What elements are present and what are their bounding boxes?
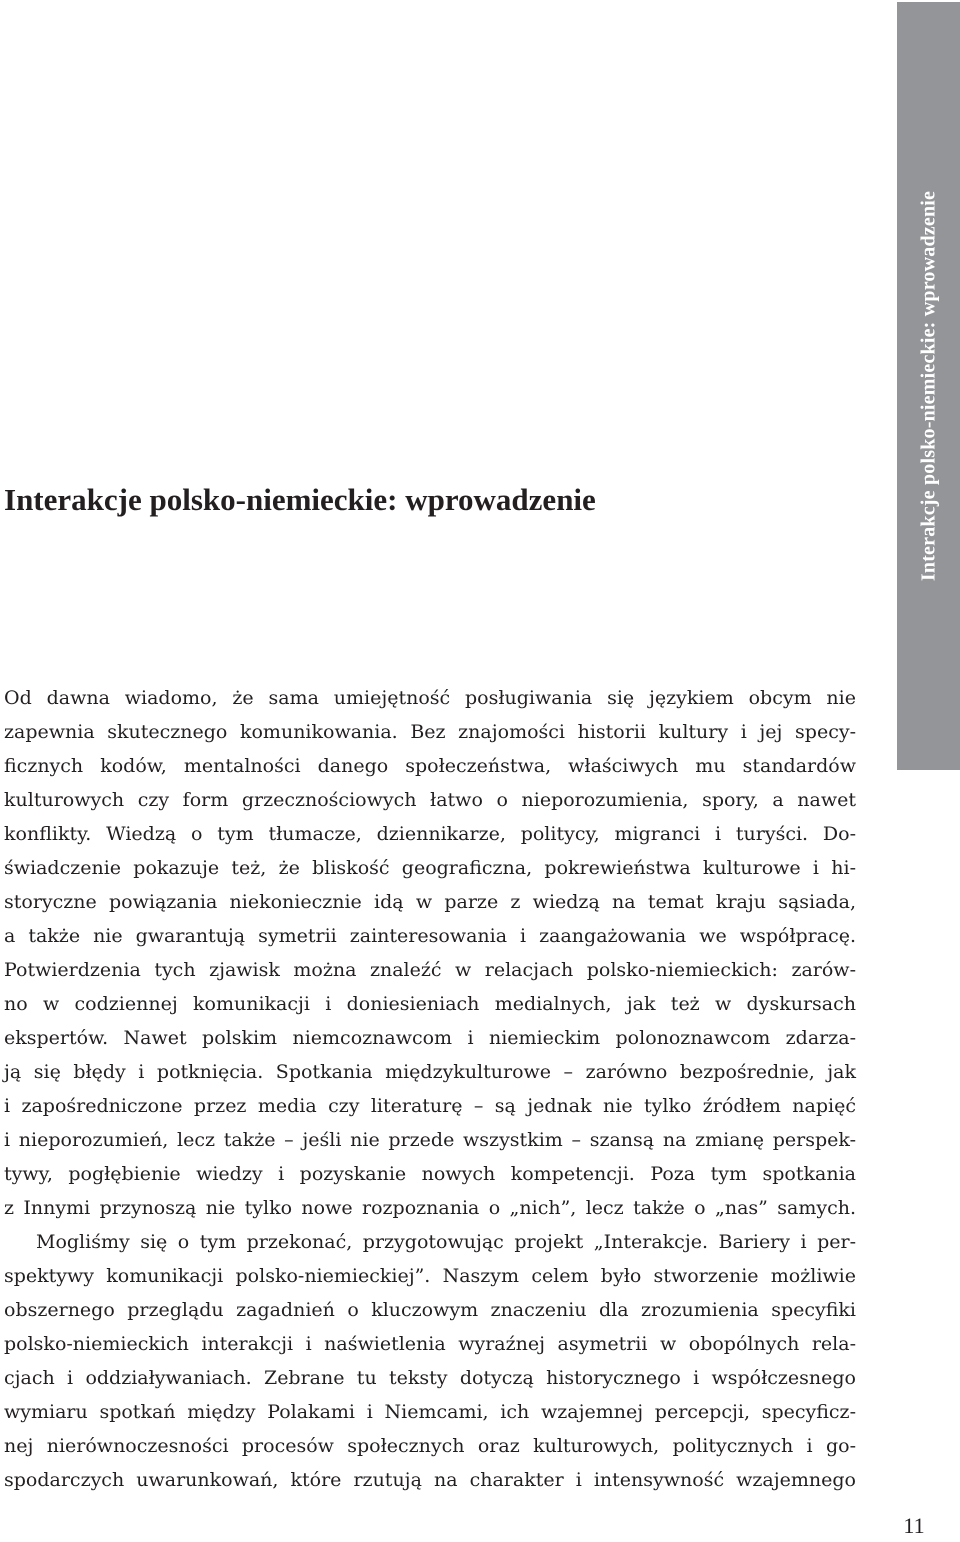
text-line: Od dawna wiadomo, że sama umiejętność posługiwania się językiem obcym nie [4,687,856,709]
text-line: i nieporozumień, lecz także – jeśli nie przede wszystkim – szansą na zmianę perspek- [4,1129,856,1151]
paragraph-1 [4,681,856,1225]
chapter-title: Interakcje polsko-niemieckie: wprowadzenie [4,482,596,517]
text-line: ficznych kodów, mentalności danego społeczeństwa, właściwych mu standardów [4,755,856,777]
text-line: zapewnia skutecznego komunikowania. Bez znajomości historii kultury i jej specy- [4,721,856,743]
text-line: ją się błędy i potknięcia. Spotkania międzykulturowe – zarówno bezpośrednie, jak [4,1061,856,1083]
side-chapter-tab [897,2,960,770]
text-line: i zapośredniczone przez media czy literaturę – są jednak nie tylko źródłem napięć [4,1095,856,1117]
text-line: spodarczych uwarunkowań, które rzutują na charakter i intensywność wzajemnego [4,1469,856,1491]
text-line: no w codziennej komunikacji i doniesieniach medialnych, jak też w dyskursach [4,993,856,1015]
text-line: obszernego przeglądu zagadnień o kluczowym znaczeniu dla zrozumienia specyfiki [4,1299,856,1321]
page-number: 11 [903,1513,925,1538]
text-line: polsko-niemieckich interakcji i naświetlenia wyraźnej asymetrii w obopólnych rela- [4,1333,856,1355]
text-line: wymiaru spotkań między Polakami i Niemcami, ich wzajemnej percepcji, specyficz- [4,1401,856,1423]
text-line: a także nie gwarantują symetrii zainteresowania i zaangażowania we współpracę. [4,925,856,947]
text-line: Potwierdzenia tych zjawisk można znaleźć w relacjach polsko-niemieckich: zarów- [4,959,856,981]
text-line: Mogliśmy się o tym przekonać, przygotowując projekt „Interakcje. Bariery i per- [36,1231,856,1253]
paragraph-2 [4,1225,856,1497]
text-line: kulturowych czy form grzecznościowych łatwo o nieporozumienia, spory, a nawet [4,789,856,811]
body-text [4,681,856,1497]
text-line: tywy, pogłębienie wiedzy i pozyskanie nowych kompetencji. Poza tym spotkania [4,1163,856,1185]
text-line: storyczne powiązania niekoniecznie idą w parze z wiedzą na temat kraju sąsiada, [4,891,856,913]
text-line: ekspertów. Nawet polskim niemcoznawcom i niemieckim polonoznawcom zdarza- [4,1027,856,1049]
side-chapter-tab-label: Interakcje polsko-niemieckie: wprowadzenie [917,190,939,582]
text-line: spektywy komunikacji polsko-niemieckiej”. Naszym celem było stworzenie możliwie [4,1265,856,1287]
text-line: konflikty. Wiedzą o tym tłumacze, dziennikarze, politycy, migranci i turyści. Do- [4,823,856,845]
text-line: z Innymi przynoszą nie tylko nowe rozpoznania o „nich”, lecz także o „nas” samych. [4,1197,856,1219]
text-line: cjach i oddziaływaniach. Zebrane tu teksty dotyczą historycznego i współczesnego [4,1367,856,1389]
text-line: świadczenie pokazuje też, że bliskość geograficzna, pokrewieństwa kulturowe i hi- [4,857,856,879]
text-line: nej nierównoczesności procesów społecznych oraz kulturowych, politycznych i go- [4,1435,856,1457]
